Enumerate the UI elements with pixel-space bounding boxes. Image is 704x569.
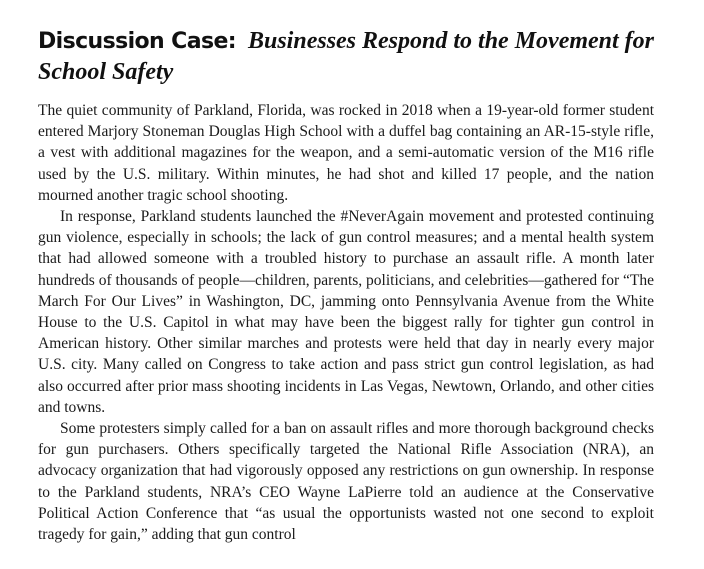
document-page [38, 26, 654, 545]
case-heading [38, 26, 654, 88]
case-title: Businesses Respond to the Movement for School Safety [38, 28, 655, 85]
paragraph-1: The quiet community of Parkland, Florida, was rocked in 2018 when a 19-year-old former student entered Marjory Stoneman Douglas High School with a duffel bag containing an AR-15-style rifle, a vest with additional magazines for the weapon, and a semi-automatic version of the M16 rifle used by the U.S. military. Within minutes, he had shot and killed 17 people, and the nation mourned another tragic school shooting. [38, 102, 654, 204]
paragraph-3: Some protesters simply called for a ban on assault rifles and more thorough background checks for gun purchasers. Others specifically targeted the National Rifle Association (NRA), an advocacy organization that had vigorously opposed any restrictions on gun ownership. In response to the Parkland students, NRA’s CEO Wayne LaPierre told an audience at the Conservative Political Action Conference that “as usual the opportunists wasted not one second to exploit tragedy for gain,” adding that gun control [38, 420, 654, 544]
paragraph-2: In response, Parkland students launched the #NeverAgain movement and protested continuing gun violence, especially in schools; the lack of gun control measures; and a mental health system that had allowed someone with a troubled history to purchase an assault rifle. A month later hundreds of thousands of people—children, parents, politicians, and celebrities—gathered for “The March For Our Lives” in Washington, DC, jamming onto Pennsylvania Avenue from the White House to the U.S. Capitol in what may have been the biggest rally for tighter gun control in American history. Other similar marches and protests were held that day in nearly every major U.S. city. Many called on Congress to take action and pass strict gun control legislation, as had also occurred after prior mass shooting incidents in Las Vegas, Newtown, Orlando, and other cities and towns. [38, 208, 654, 416]
case-body [38, 100, 654, 545]
case-label: Discussion Case: [38, 29, 236, 54]
